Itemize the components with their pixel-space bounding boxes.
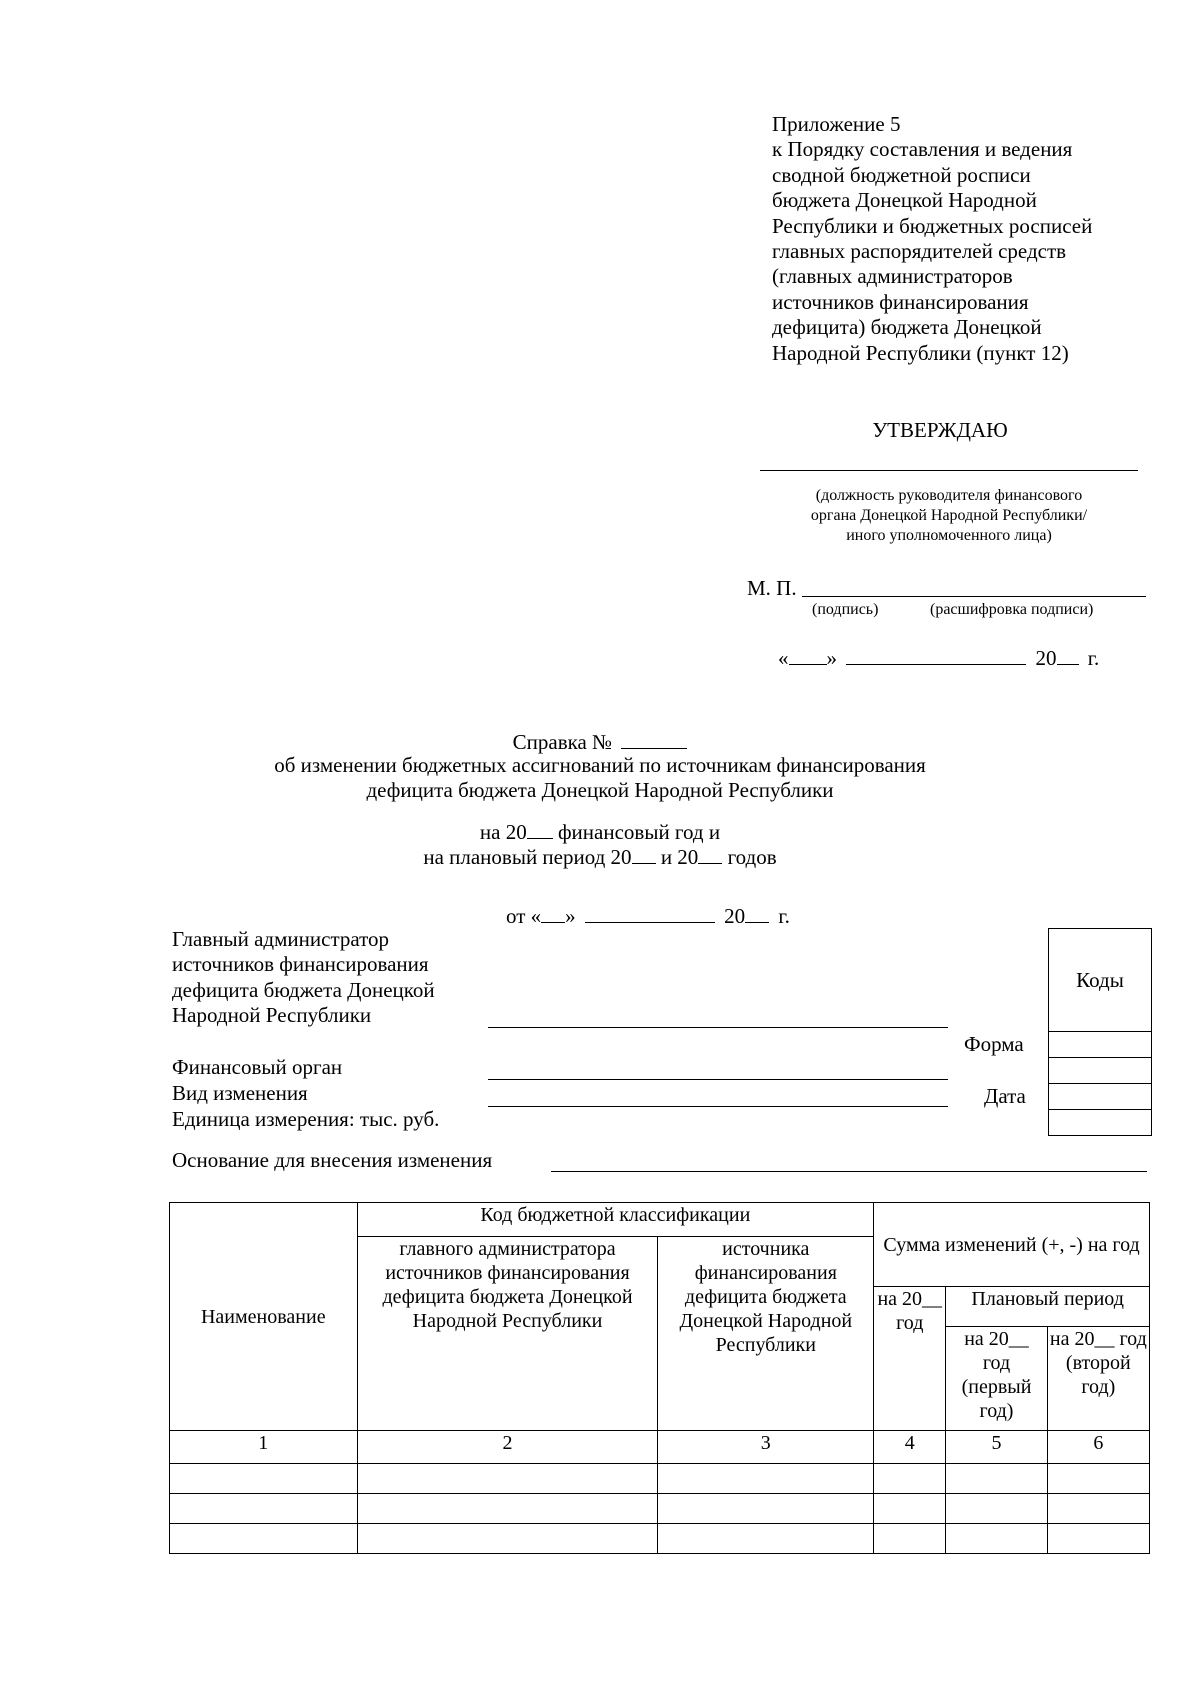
basis-line: [551, 1171, 1147, 1172]
code-form-cell: [1049, 1031, 1151, 1057]
appendix-block: [772, 112, 1172, 366]
header-kbk-admin: главного администратора источников финансирования дефицита бюджета Донецкой Народной Республики: [357, 1237, 658, 1431]
title-year-prefix: на 20: [479, 820, 527, 844]
appendix-line: сводной бюджетной росписи: [772, 162, 1031, 187]
year-blank: [527, 818, 553, 839]
appendix-line: Республики и бюджетных росписей: [772, 213, 1093, 238]
decode-caption: (расшифровка подписи): [930, 601, 1094, 618]
form-label: Форма: [964, 1032, 1024, 1056]
header-kbk-source: источника финансирования дефицита бюджета Донецкой Народной Республики: [658, 1237, 874, 1431]
table-row: [170, 1494, 1150, 1524]
appendix-line: источников финансирования: [772, 289, 1029, 314]
admin-label-1: Главный администратор: [172, 927, 390, 951]
title-number-label: Справка №: [512, 730, 613, 754]
header-plan-first: на 20__ год (первый год): [946, 1327, 1047, 1431]
table-cell: [658, 1494, 874, 1524]
planned-and: и 20: [660, 845, 699, 869]
year-blank: [632, 843, 656, 864]
table-cell: [946, 1464, 1047, 1494]
appendix-line: Народной Республики (пункт 12): [772, 340, 1069, 365]
column-number: 2: [357, 1431, 658, 1464]
admin-label-2: источников финансирования: [172, 952, 429, 976]
basis-label: Основание для внесения изменения: [172, 1148, 493, 1172]
table-cell: [170, 1494, 358, 1524]
appendix-line: Приложение 5: [772, 112, 901, 136]
column-number: 4: [874, 1431, 946, 1464]
date-label: Дата: [984, 1084, 1026, 1108]
table-cell: [170, 1464, 358, 1494]
table-row: [170, 1524, 1150, 1554]
unit-label: Единица измерения: тыс. руб.: [172, 1107, 440, 1131]
date-year: 20: [1035, 646, 1057, 670]
codes-label: Коды: [1076, 968, 1124, 992]
table-cell: [874, 1494, 946, 1524]
date-quote-close: »: [826, 646, 837, 670]
doc-date-suffix: г.: [778, 904, 790, 928]
approve-date: [778, 644, 1099, 670]
table-cell: [1047, 1494, 1149, 1524]
doc-date-close: »: [565, 904, 576, 928]
title-year: [0, 818, 1200, 844]
column-number: 6: [1047, 1431, 1149, 1464]
planned-suffix: годов: [727, 845, 777, 869]
code-empty-cell: [1049, 1057, 1151, 1083]
header-kbk: Код бюджетной классификации: [357, 1203, 874, 1237]
appendix-line: (главных администраторов: [772, 264, 1013, 289]
header-sum-current: на 20__ год: [874, 1287, 946, 1431]
table-cell: [946, 1494, 1047, 1524]
header-sum: Сумма изменений (+, -) на год: [874, 1203, 1150, 1287]
column-number: 3: [658, 1431, 874, 1464]
table-cell: [946, 1524, 1047, 1554]
admin-label-3: дефицита бюджета Донецкой: [172, 978, 435, 1002]
year-blank: [1057, 644, 1079, 665]
signature-caption: (подпись): [812, 601, 879, 618]
codes-box: [1048, 928, 1152, 1136]
number-blank: [621, 728, 687, 749]
day-blank: [541, 902, 565, 923]
header-plan-second: на 20__ год (второй год): [1047, 1327, 1149, 1431]
signature-line: [802, 596, 1146, 597]
position-caption-line: иного уполномоченного лица): [846, 527, 1052, 544]
position-line: [760, 470, 1138, 471]
day-blank: [789, 644, 827, 665]
table-cell: [1047, 1464, 1149, 1494]
code-date-cell: [1049, 1083, 1151, 1109]
table-cell: [658, 1464, 874, 1494]
change-type-line: [488, 1106, 948, 1107]
position-caption-line: (должность руководителя финансового: [815, 487, 1083, 504]
appendix-line: главных распорядителей средств: [772, 238, 1067, 263]
date-suffix: г.: [1087, 646, 1100, 670]
planned-prefix: на плановый период 20: [423, 845, 632, 869]
header-plan: Плановый период: [946, 1287, 1150, 1327]
appendix-line: к Порядку составления и ведения: [772, 137, 1073, 162]
table-cell: [170, 1524, 358, 1554]
month-blank: [585, 902, 715, 923]
table-cell: [357, 1464, 658, 1494]
year-blank: [745, 902, 769, 923]
fin-organ-line: [488, 1079, 948, 1080]
table-cell: [357, 1524, 658, 1554]
month-blank: [846, 644, 1026, 665]
table-cell: [874, 1524, 946, 1554]
approve-heading: УТВЕРЖДАЮ: [872, 418, 1008, 442]
stamp-label: М. П.: [747, 576, 797, 600]
position-caption-line: органа Донецкой Народной Республики/: [810, 507, 1088, 524]
table-cell: [874, 1464, 946, 1494]
title-planned: [0, 843, 1200, 869]
table-row: [170, 1464, 1150, 1494]
table-cell: [1047, 1524, 1149, 1554]
admin-label-4: Народной Республики: [172, 1003, 372, 1027]
column-number: 1: [170, 1431, 358, 1464]
table-cell: [658, 1524, 874, 1554]
year-blank: [698, 843, 722, 864]
appendix-line: дефицита) бюджета Донецкой: [772, 315, 1042, 340]
doc-date-year: 20: [724, 904, 746, 928]
title-year-suffix: финансовый год и: [557, 820, 721, 844]
code-empty-cell: [1049, 1109, 1151, 1135]
title-line: об изменении бюджетных ассигнований по источникам финансирования: [274, 753, 926, 777]
appendix-line: бюджета Донецкой Народной: [772, 188, 1037, 213]
changes-table: [169, 1202, 1150, 1554]
doc-date-prefix: от «: [506, 904, 542, 928]
table-cell: [357, 1494, 658, 1524]
title-line: дефицита бюджета Донецкой Народной Республики: [366, 778, 834, 802]
column-number: 5: [946, 1431, 1047, 1464]
doc-title: [0, 728, 1200, 754]
admin-field-line: [488, 1027, 948, 1028]
date-quote-open: «: [778, 646, 789, 670]
header-name: Наименование: [170, 1203, 358, 1431]
change-type-label: Вид изменения: [172, 1081, 308, 1105]
fin-organ-label: Финансовый орган: [172, 1055, 343, 1079]
doc-date: [506, 902, 790, 928]
position-caption: [760, 486, 1138, 546]
